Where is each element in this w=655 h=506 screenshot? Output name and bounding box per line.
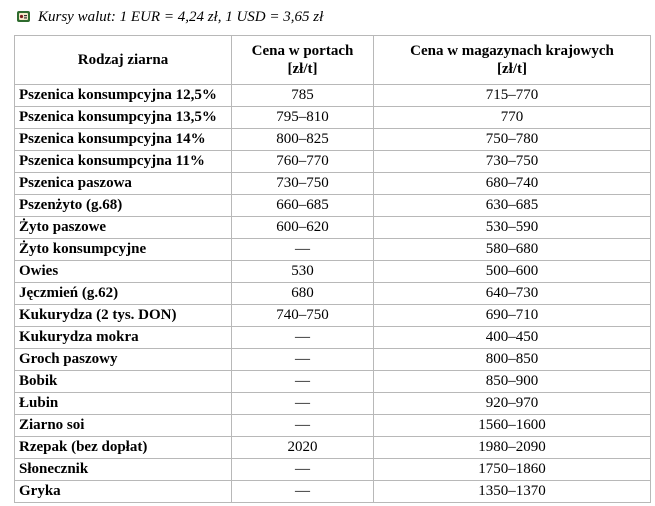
- grain-name-cell: Gryka: [15, 481, 232, 503]
- domestic-price-cell: 1350–1370: [374, 481, 651, 503]
- table-row: [15, 437, 651, 459]
- column-header-domestic-price: [374, 36, 651, 85]
- grain-name-cell: Pszenica konsumpcyjna 11%: [15, 151, 232, 173]
- grain-name-cell: Kukurydza mokra: [15, 327, 232, 349]
- table-row: [15, 415, 651, 437]
- port-price-cell: 795–810: [232, 107, 374, 129]
- grain-name-cell: Żyto konsumpcyjne: [15, 239, 232, 261]
- domestic-price-cell: 1750–1860: [374, 459, 651, 481]
- domestic-price-cell: 400–450: [374, 327, 651, 349]
- port-price-cell: 600–620: [232, 217, 374, 239]
- table-row: [15, 173, 651, 195]
- table-row: [15, 151, 651, 173]
- domestic-price-cell: 640–730: [374, 283, 651, 305]
- port-price-cell: 680: [232, 283, 374, 305]
- domestic-price-cell: 690–710: [374, 305, 651, 327]
- grain-name-cell: Jęczmień (g.62): [15, 283, 232, 305]
- table-row: [15, 239, 651, 261]
- grain-name-cell: Groch paszowy: [15, 349, 232, 371]
- column-header-unit: [zł/t]: [287, 61, 318, 77]
- table-row: [15, 195, 651, 217]
- domestic-price-cell: 630–685: [374, 195, 651, 217]
- port-price-cell: 2020: [232, 437, 374, 459]
- grain-name-cell: Słonecznik: [15, 459, 232, 481]
- table-row: [15, 305, 651, 327]
- grain-name-cell: Bobik: [15, 371, 232, 393]
- port-price-cell: 740–750: [232, 305, 374, 327]
- domestic-price-cell: 800–850: [374, 349, 651, 371]
- port-price-cell: —: [232, 415, 374, 437]
- table-row: [15, 371, 651, 393]
- port-price-cell: 760–770: [232, 151, 374, 173]
- port-price-cell: 660–685: [232, 195, 374, 217]
- grain-name-cell: Pszenica paszowa: [15, 173, 232, 195]
- grain-name-cell: Pszenżyto (g.68): [15, 195, 232, 217]
- domestic-price-cell: 920–970: [374, 393, 651, 415]
- table-row: [15, 481, 651, 503]
- table-row: [15, 261, 651, 283]
- domestic-price-cell: 750–780: [374, 129, 651, 151]
- table-row: [15, 349, 651, 371]
- table-row: [15, 283, 651, 305]
- domestic-price-cell: 1560–1600: [374, 415, 651, 437]
- column-header-label: Cena w magazynach krajowych: [410, 43, 614, 59]
- domestic-price-cell: 715–770: [374, 85, 651, 107]
- grain-name-cell: Owies: [15, 261, 232, 283]
- port-price-cell: 785: [232, 85, 374, 107]
- exchange-rate-text: Kursy walut: 1 EUR = 4,24 zł, 1 USD = 3,65 zł: [38, 9, 324, 25]
- column-header-label: Cena w portach: [251, 43, 354, 59]
- domestic-price-cell: 850–900: [374, 371, 651, 393]
- table-row: [15, 459, 651, 481]
- domestic-price-cell: 580–680: [374, 239, 651, 261]
- table-row: [15, 129, 651, 151]
- table-row: [15, 217, 651, 239]
- decorative-tag-icon: [16, 9, 32, 25]
- grain-name-cell: Pszenica konsumpcyjna 14%: [15, 129, 232, 151]
- port-price-cell: 530: [232, 261, 374, 283]
- grain-name-cell: Ziarno soi: [15, 415, 232, 437]
- table-row: [15, 85, 651, 107]
- domestic-price-cell: 770: [374, 107, 651, 129]
- domestic-price-cell: 1980–2090: [374, 437, 651, 459]
- port-price-cell: —: [232, 349, 374, 371]
- domestic-price-cell: 500–600: [374, 261, 651, 283]
- port-price-cell: —: [232, 239, 374, 261]
- port-price-cell: 800–825: [232, 129, 374, 151]
- table-header-row: [15, 36, 651, 85]
- port-price-cell: —: [232, 327, 374, 349]
- grain-name-cell: Pszenica konsumpcyjna 13,5%: [15, 107, 232, 129]
- exchange-rate-header: [16, 6, 323, 28]
- column-header-port-price: [232, 36, 374, 85]
- port-price-cell: —: [232, 459, 374, 481]
- table-row: [15, 393, 651, 415]
- grain-name-cell: Kukurydza (2 tys. DON): [15, 305, 232, 327]
- grain-name-cell: Rzepak (bez dopłat): [15, 437, 232, 459]
- table-row: [15, 107, 651, 129]
- column-header-label: Rodzaj ziarna: [77, 52, 169, 68]
- domestic-price-cell: 730–750: [374, 151, 651, 173]
- table-row: [15, 327, 651, 349]
- column-header-grain-type: [15, 36, 232, 85]
- domestic-price-cell: 680–740: [374, 173, 651, 195]
- port-price-cell: —: [232, 481, 374, 503]
- port-price-cell: —: [232, 371, 374, 393]
- grain-name-cell: Pszenica konsumpcyjna 12,5%: [15, 85, 232, 107]
- domestic-price-cell: 530–590: [374, 217, 651, 239]
- port-price-cell: 730–750: [232, 173, 374, 195]
- port-price-cell: —: [232, 393, 374, 415]
- grain-name-cell: Łubin: [15, 393, 232, 415]
- grain-price-table: [14, 35, 651, 503]
- grain-name-cell: Żyto paszowe: [15, 217, 232, 239]
- column-header-unit: [zł/t]: [497, 61, 527, 77]
